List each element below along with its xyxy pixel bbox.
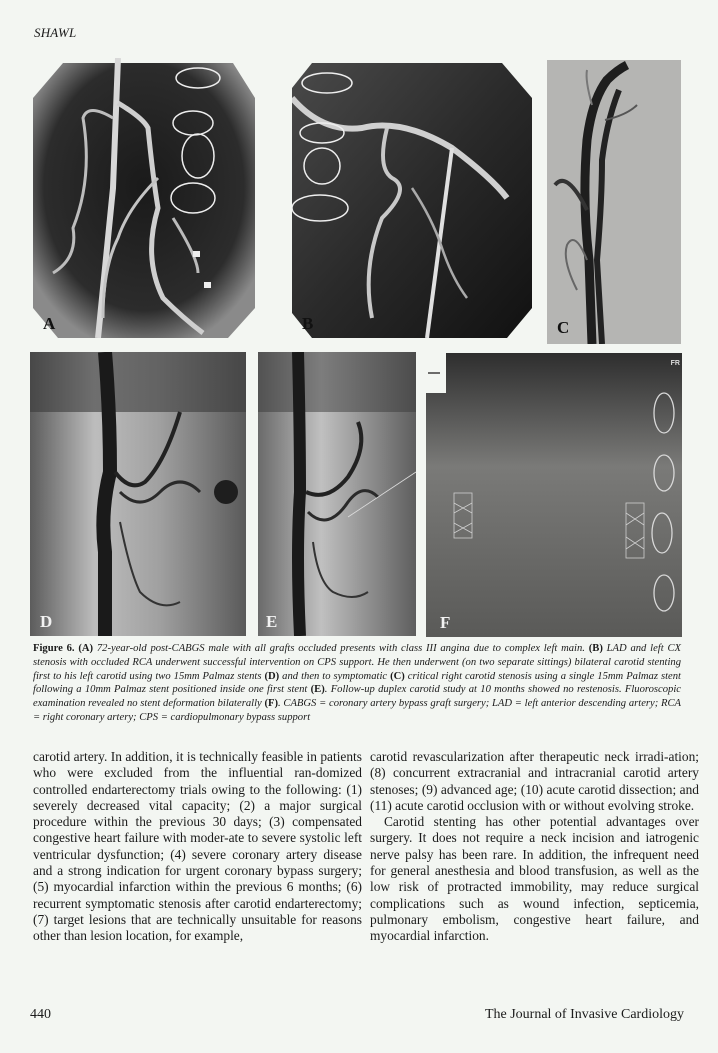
figure-caption xyxy=(33,642,681,725)
panel-label-d: D xyxy=(40,612,53,631)
figure-panel-b xyxy=(292,58,540,338)
body-paragraph: Carotid stenting has other potential advantages over surgery. It does not require a neck incision and iatrogenic nerve palsy has been rare. In addition, the infrequent need for general anesthesia and blood transfusion, as well as the low risk of protracted immobility, may reduce surgical complications such as wound infection, septicemia, pulmonary embolism, congestive heart failure, and myocardial infarction. xyxy=(370,814,699,944)
body-column-right xyxy=(370,749,699,945)
panel-label-f: F xyxy=(440,613,451,632)
fluoroscopy-f-image xyxy=(426,353,682,637)
caption-label-a: (A) xyxy=(78,643,94,654)
figure-panel-a xyxy=(33,58,255,338)
caption-text-c: critical right carotid stenosis using a single 15mm Palmaz stent following a 10mm Palmaz stent positioned inside one first stent xyxy=(33,670,681,696)
body-paragraph: carotid artery. In addition, it is technically feasible in patients who were excluded from the influential ran-domized controlled endarterectomy trials owing to the following: (1) severely decreased vital capacity; (2) a major surgical procedure within the previous 30 days; (3) compensated congestive heart failure with moder-ate to severe systolic left ventricular dysfunction; (4) severe coronary artery disease and a strong indication for urgent coronary bypass surgery; (5) myocardial infarction within the previous 6 months; (6) recurrent symptomatic stenosis after carotid endarterectomy; (7) target lesions that are technically unsuitable for reasons other than lesion location, for example, xyxy=(33,749,362,944)
body-paragraph: carotid revascularization after therapeutic neck irradi-ation; (8) concurrent extracranial and intracranial carotid artery stenoses; (9) advanced age; (10) acute carotid dissection; and (11) acute carotid occlusion with or without evolving stroke. xyxy=(370,749,699,813)
page-number: 440 xyxy=(30,1007,51,1022)
caption-text-e: . Follow-up duplex carotid study at 10 months showed no restenosis. Fluoroscopic examination revealed no stent deformation bilaterally xyxy=(33,684,681,710)
running-head: SHAWL xyxy=(34,25,77,40)
panel-label-b: B xyxy=(302,314,314,333)
panel-label-c: C xyxy=(557,318,570,337)
panel-label-a: A xyxy=(43,314,56,333)
angiogram-a-image xyxy=(33,58,255,338)
panel-f-overlay-text: FR xyxy=(670,360,680,367)
caption-label-e: (E) xyxy=(310,684,325,696)
caption-text-a: 72-year-old post-CABGS male with all grafts occluded presents with class III angina due to complex left main. xyxy=(93,643,589,654)
angiogram-d-image xyxy=(30,352,246,636)
caption-label-d: (D) xyxy=(264,670,280,682)
figure-panel-e xyxy=(258,352,416,636)
figure-panel-f xyxy=(426,353,682,637)
figure-panel-d xyxy=(30,352,246,636)
figure-panel-c xyxy=(547,60,681,344)
caption-label-f: (F) xyxy=(264,698,278,710)
angiogram-c-image xyxy=(547,60,681,344)
caption-label-c: (C) xyxy=(390,670,405,682)
caption-figure-label: Figure 6. xyxy=(33,643,75,654)
caption-text-f: . CABGS = coronary artery bypass graft surgery; LAD = left anterior descending artery; RCA = right coronary artery; CPS = cardiopulmonary bypass support xyxy=(33,698,682,723)
caption-text-d: and then to symptomatic xyxy=(279,670,391,682)
angiogram-b-image xyxy=(292,58,540,338)
angiogram-e-image xyxy=(258,352,416,636)
panel-label-e: E xyxy=(266,612,278,631)
caption-label-b: (B) xyxy=(588,643,603,654)
body-column-left xyxy=(33,749,362,945)
journal-name: The Journal of Invasive Cardiology xyxy=(484,1007,684,1022)
caption-text-b: LAD and left CX stenosis with occluded RCA underwent successful intervention on CPS support. He then underwent (on two separate sittings) bilateral carotid stenting first to his left carotid using two 15mm Palmaz stents xyxy=(33,643,681,682)
